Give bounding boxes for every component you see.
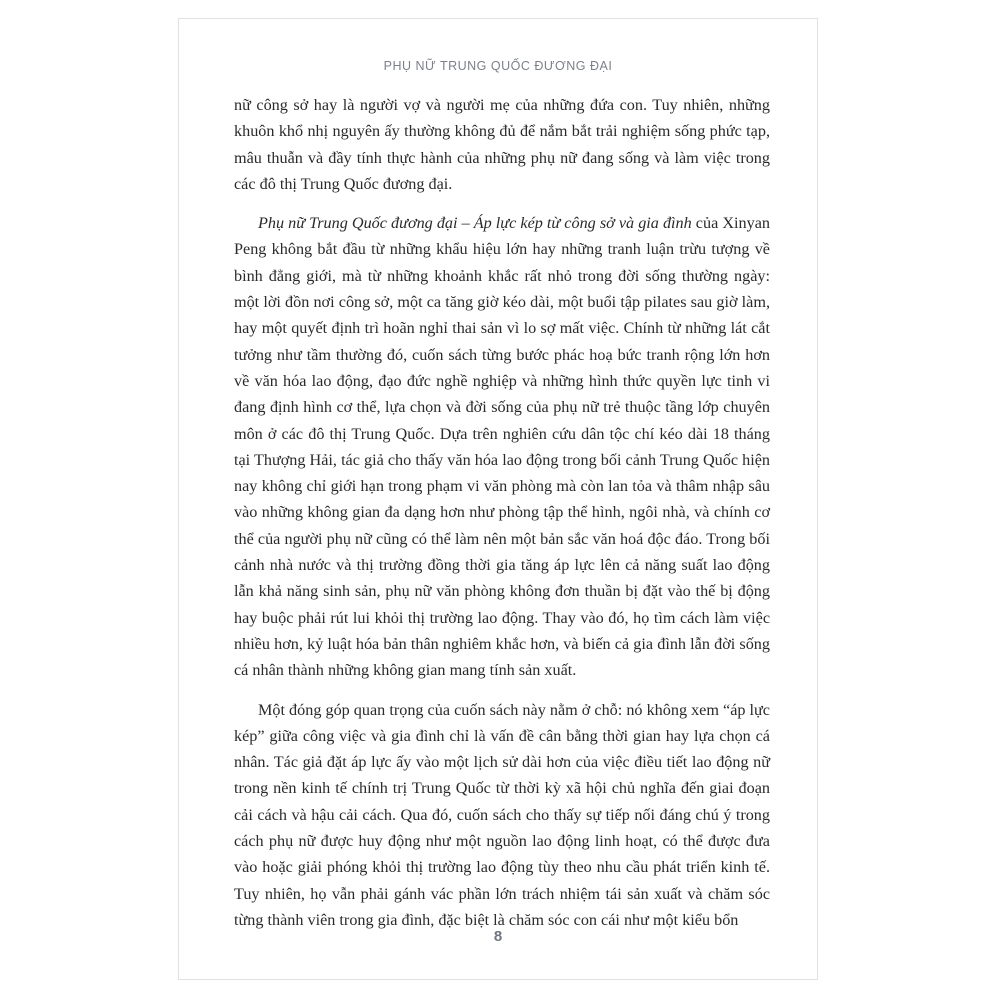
page-number: 8 [493, 928, 503, 945]
paragraph-2-text: của Xinyan Peng không bắt đầu từ những khẩu hiệu lớn hay những tranh luận trừu tượng về bình đẳng giới, mà từ những khoảnh khắc rất nhỏ trong đời sống thường ngày: một lời đồn nơi công sở, một ca tăng giờ kéo dài, một buổi tập pilates sau giờ làm, hay một quyết định trì hoãn nghỉ thai sản vì lo sợ mất việc. Chính từ những lát cắt tưởng như tầm thường đó, cuốn sách từng bước phác hoạ bức tranh rộng lớn hơn về văn hóa lao động, đạo đức nghề nghiệp và những hình thức quyền lực tinh vi đang định hình cơ thể, lựa chọn và đời sống của phụ nữ trẻ thuộc tầng lớp chuyên môn ở các đô thị Trung Quốc. Dựa trên nghiên cứu dân tộc chí kéo dài 18 tháng tại Thượng Hải, tác giả cho thấy văn hóa lao động trong bối cảnh Trung Quốc hiện nay không chỉ giới hạn trong phạm vi văn phòng mà còn lan tỏa và thâm nhập sâu vào những không gian đa dạng hơn như phòng tập thể hình, ngôi nhà, và chính cơ thể của người phụ nữ cũng có thể làm nên một bản sắc văn hoá độc đáo. Trong bối cảnh nhà nước và thị trường đồng thời gia tăng áp lực lên cả năng suất lao động lẫn khả năng sinh sản, phụ nữ văn phòng không đơn thuần bị đặt vào thế bị động hay buộc phải rút lui khỏi thị trường lao động. Thay vào đó, họ tìm cách làm việc nhiều hơn, kỷ luật hóa bản thân nghiêm khắc hơn, và biến cả gia đình lẫn đời sống cá nhân thành những không gian mang tính sản xuất. [234, 214, 770, 680]
book-page [178, 18, 818, 980]
running-head: PHỤ NỮ TRUNG QUỐC ĐƯƠNG ĐẠI [383, 59, 613, 73]
paragraph-1: nữ công sở hay là người vợ và người mẹ của những đứa con. Tuy nhiên, những khuôn khổ nhị nguyên ấy thường không đủ để nắm bắt trải nghiệm sống phức tạp, mâu thuẫn và đầy tính thực hành của những phụ nữ đang sống và làm việc trong các đô thị Trung Quốc đương đại. [234, 96, 770, 193]
body-text [234, 92, 770, 946]
paragraph-3: Một đóng góp quan trọng của cuốn sách này nằm ở chỗ: nó không xem “áp lực kép” giữa công việc và gia đình chỉ là vấn đề cân bằng thời gian hay lựa chọn cá nhân. Tác giả đặt áp lực ấy vào một lịch sử dài hơn của việc điều tiết lao động nữ trong nền kinh tế chính trị Trung Quốc từ thời kỳ xã hội chủ nghĩa đến giai đoạn cải cách và hậu cải cách. Qua đó, cuốn sách cho thấy sự tiếp nối đáng chú ý trong cách phụ nữ được huy động như một nguồn lao động linh hoạt, có thể được đưa vào hoặc giải phóng khỏi thị trường lao động tùy theo nhu cầu phát triển kinh tế. Tuy nhiên, họ vẫn phải gánh vác phần lớn trách nhiệm tái sản xuất và chăm sóc từng thành viên trong gia đình, đặc biệt là chăm sóc con cái như một kiểu bổn [234, 700, 770, 929]
book-title-italic: Phụ nữ Trung Quốc đương đại – Áp lực kép từ công sở và gia đình [258, 214, 692, 233]
paragraph-2 [234, 210, 770, 683]
